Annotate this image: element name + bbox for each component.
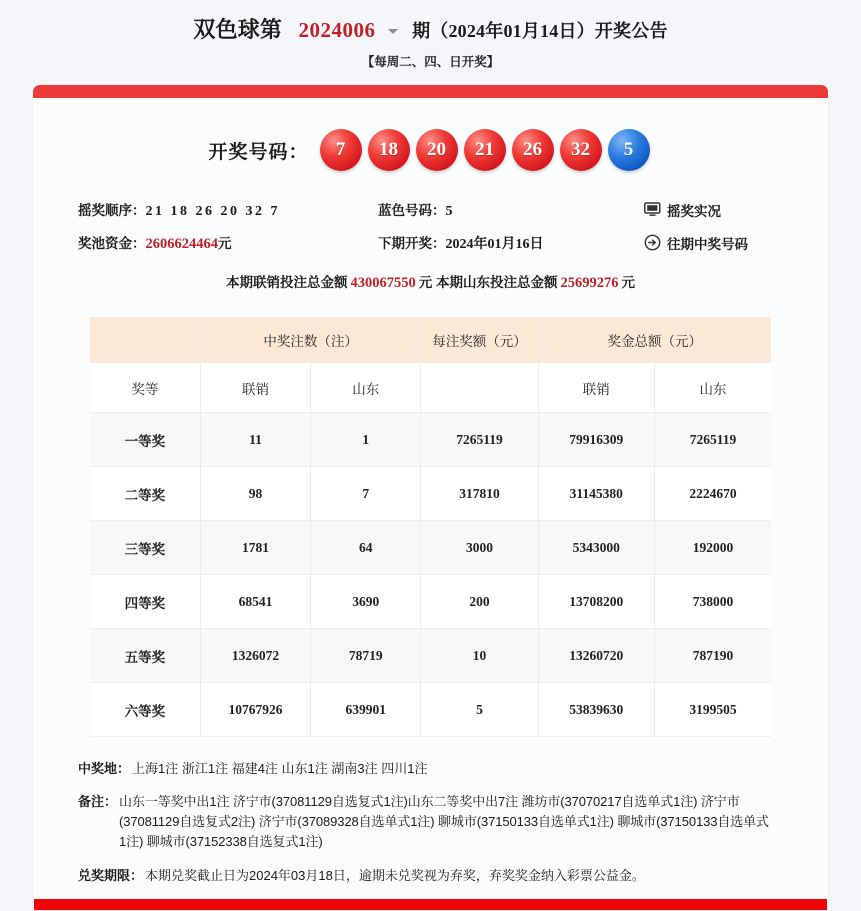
local-count: 64 [311, 521, 421, 575]
union-total-prize: 53839630 [538, 683, 654, 737]
history-numbers-label: 往期中奖号码 [667, 236, 748, 252]
table-row [90, 521, 771, 575]
page-title-prefix: 双色球第 [193, 17, 283, 42]
local-count: 639901 [311, 683, 421, 737]
prize-pool-unit: 元 [218, 236, 232, 251]
chevron-down-icon[interactable] [388, 29, 398, 34]
table-row [90, 683, 771, 737]
prize-table [90, 317, 771, 737]
union-total-prize: 31145380 [538, 467, 654, 521]
card-top-accent-bar [33, 85, 828, 98]
prize-table-wrapper [33, 317, 828, 737]
union-count: 11 [200, 413, 310, 467]
page-title-date: 期（2024年01月14日）开奖公告 [412, 21, 668, 41]
winning-locations-note [78, 759, 773, 779]
winning-locations-value: 上海1注 浙江1注 福建4注 山东1注 湖南3注 四川1注 [132, 761, 428, 776]
claim-deadline-label: 兑奖期限： [78, 867, 144, 883]
live-draw-label: 摇奖实况 [667, 203, 721, 219]
prize-table-group-header-row [90, 317, 771, 363]
sub-header-level: 奖等 [90, 363, 200, 413]
prize-table-sub-header-row [90, 363, 771, 413]
draw-info-table [33, 193, 828, 259]
blue-number-cell [378, 199, 628, 220]
card-body [33, 125, 828, 886]
red-ball: 7 [320, 129, 362, 171]
red-ball: 20 [416, 129, 458, 171]
winning-locations-label: 中奖地： [78, 761, 131, 776]
local-total-prize: 738000 [655, 575, 772, 629]
table-row [90, 629, 771, 683]
claim-deadline-value: 本期兑奖截止日为2024年03月18日，逾期未兑奖视为弃奖，弃奖奖金纳入彩票公益金。 [145, 867, 645, 883]
union-sales-label: 本期联销投注总金额 [225, 275, 348, 290]
sub-header-union-total: 联销 [538, 363, 654, 413]
local-total-prize: 192000 [655, 521, 772, 575]
red-ball: 21 [464, 129, 506, 171]
prize-level: 六等奖 [90, 683, 200, 737]
live-draw-cell [628, 200, 786, 220]
local-count: 78719 [311, 629, 421, 683]
local-sales-amount: 25699276 [560, 275, 619, 291]
arrow-right-circle-icon [644, 234, 661, 251]
history-cell [628, 233, 786, 253]
notes-section [33, 737, 828, 886]
sub-header-local-total: 山东 [655, 363, 772, 413]
union-total-prize: 13708200 [538, 575, 654, 629]
page-title [0, 0, 861, 43]
local-count: 1 [311, 413, 421, 467]
union-count: 1326072 [200, 629, 310, 683]
winning-numbers-label: 开奖号码： [208, 141, 309, 163]
local-total-prize: 3199505 [655, 683, 772, 737]
table-row [90, 575, 771, 629]
local-total-prize: 787190 [655, 629, 772, 683]
prize-level: 三等奖 [90, 521, 200, 575]
union-sales-amount: 430067550 [350, 275, 416, 291]
draw-result-card [33, 85, 828, 910]
remarks-note [78, 792, 773, 852]
sub-header-local-count: 山东 [311, 363, 421, 413]
winning-numbers-row [33, 125, 828, 175]
union-count: 98 [200, 467, 310, 521]
prize-pool-value: 2606624464 [145, 236, 218, 252]
remarks-label: 备注： [78, 794, 118, 810]
next-draw-cell [378, 232, 628, 253]
table-row [90, 467, 771, 521]
union-total-prize: 79916309 [538, 413, 654, 467]
sales-total-line [33, 271, 828, 292]
blue-number-value: 5 [445, 204, 453, 219]
per-bet-prize: 7265119 [421, 413, 538, 467]
next-draw-value: 2024年01月16日 [445, 237, 544, 252]
union-count: 1781 [200, 521, 310, 575]
card-bottom-accent-bar [34, 899, 827, 910]
draw-info-row-1 [78, 193, 786, 226]
local-count: 7 [311, 467, 421, 521]
local-total-prize: 7265119 [655, 413, 772, 467]
per-bet-prize: 317810 [421, 467, 538, 521]
per-bet-prize: 3000 [421, 521, 538, 575]
prize-level: 四等奖 [90, 575, 200, 629]
red-ball: 18 [368, 129, 410, 171]
remarks-value: 山东一等奖中出1注 济宁市(37081129自选复式1注)山东二等奖中出7注 潍坊市(37070217自选单式1注) 济宁市(37081129自选复式2注) 济宁市(37089328自选单式1注) 聊城市(37150133自选单式1注) 聊城市(37150133自选单式1注) 聊城市(37152338自选复式1注) [119, 794, 769, 850]
local-count: 3690 [311, 575, 421, 629]
per-bet-prize: 5 [421, 683, 538, 737]
union-total-prize: 5343000 [538, 521, 654, 575]
prize-level: 二等奖 [90, 467, 200, 521]
local-sales-label: 本期山东投注总金额 [436, 275, 558, 290]
union-count: 68541 [200, 575, 310, 629]
claim-deadline-note [78, 866, 773, 886]
history-numbers-link[interactable] [644, 233, 748, 253]
draw-sequence-values: 21 18 26 20 32 7 [145, 204, 280, 219]
prize-level: 一等奖 [90, 413, 200, 467]
next-draw-label: 下期开奖： [378, 236, 446, 251]
local-total-prize: 2224670 [655, 467, 772, 521]
group-header-win-count: 中奖注数（注） [200, 317, 421, 363]
prize-level: 五等奖 [90, 629, 200, 683]
red-ball: 26 [512, 129, 554, 171]
issue-number-selector[interactable]: 2024006 [298, 18, 376, 42]
table-row [90, 413, 771, 467]
local-sales-unit: 元 [621, 275, 635, 290]
per-bet-prize: 200 [421, 575, 538, 629]
union-count: 10767926 [200, 683, 310, 737]
group-header-blank [90, 317, 200, 363]
union-total-prize: 13260720 [538, 629, 654, 683]
draw-sequence-cell [78, 199, 378, 220]
group-header-per-bet: 每注奖额（元） [421, 317, 538, 363]
union-sales-unit: 元 [418, 275, 433, 290]
blue-ball: 5 [608, 129, 650, 171]
per-bet-prize: 10 [421, 629, 538, 683]
draw-info-row-2 [78, 226, 786, 259]
prize-pool-label: 奖池资金： [78, 236, 146, 251]
sub-header-union-count: 联销 [200, 363, 310, 413]
prize-pool-cell [78, 232, 378, 253]
group-header-total-prize: 奖金总额（元） [538, 317, 771, 363]
red-ball: 32 [560, 129, 602, 171]
live-draw-link[interactable] [644, 200, 721, 220]
draw-schedule-subtitle: 【每周二、四、日开奖】 [361, 55, 500, 70]
draw-sequence-label: 摇奖顺序： [78, 203, 146, 218]
sub-header-blank [421, 363, 538, 413]
blue-number-label: 蓝色号码： [378, 203, 446, 218]
monitor-icon [644, 202, 661, 218]
